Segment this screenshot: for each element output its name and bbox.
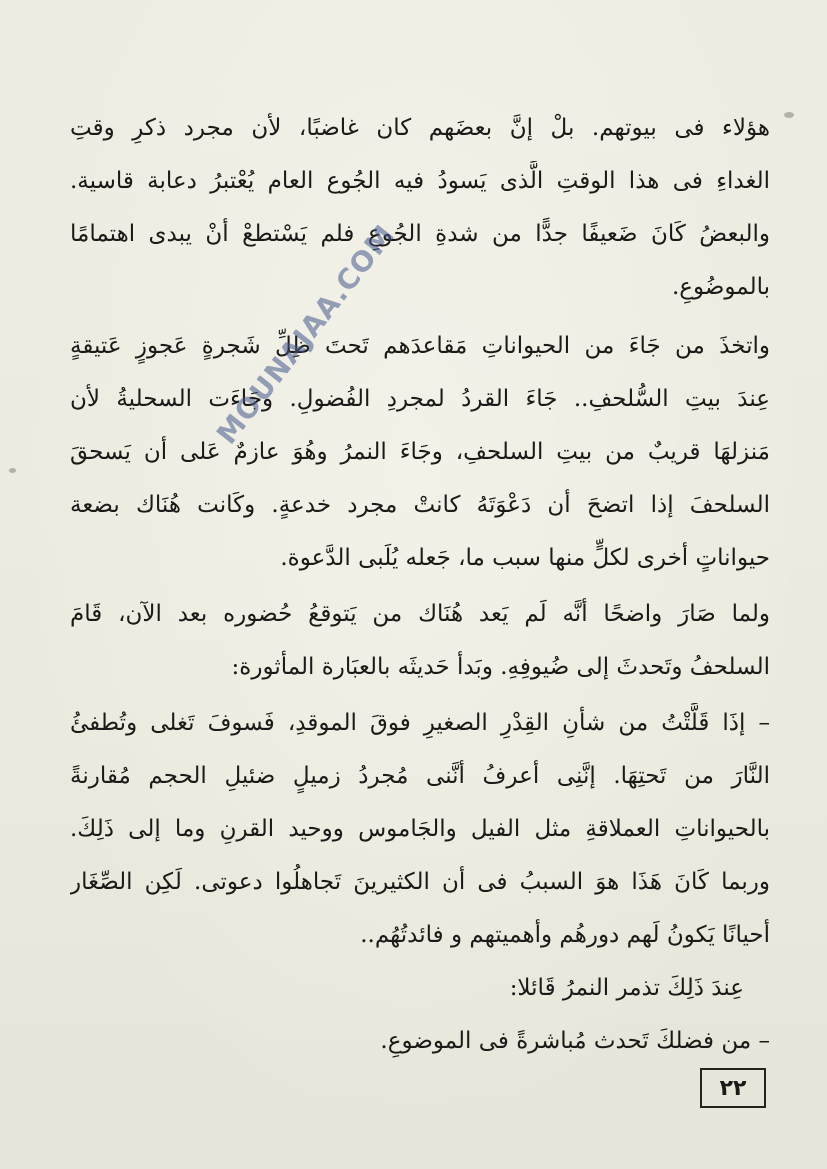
- text-line: الغداءِ فى هذا الوقتِ الَّذى يَسودُ فيه الجُوع العام يُعْتبرُ دعابة قاسية.: [70, 168, 770, 194]
- text-line: مَنزلهَا قريبٌ من بيتِ السلحفِ، وجَاءَ النمرُ وهُوَ عازمٌ عَلى أن يَسحقَ: [70, 439, 770, 465]
- text-line: عِندَ ذَلِكَ تذمر النمرُ قَائلا:: [509, 975, 744, 1001]
- text-line: واتخذَ من جَاءَ من الحيواناتِ مَقاعدَهم تَحتَ ظِلِّ شَجرةٍ عَجوزٍ عَتيقةٍ: [70, 333, 770, 359]
- text-line: أحيانًا يَكونُ لَهم دورهُم وأهميتهم و فائدتُهُم..: [360, 922, 770, 948]
- watermark: MOUNAJAA.COM: [210, 218, 402, 451]
- text-line: بالحيواناتِ العملاقةِ مثل الفيل والجَاموس ووحيد القرنِ وما إلى ذَلِكَ.: [70, 816, 770, 842]
- paper-speck: [784, 112, 794, 118]
- text-line: – من فضلكَ تَحدث مُباشرةً فى الموضوعِ.: [380, 1028, 770, 1054]
- paper-speck: [9, 468, 16, 473]
- text-line: السلحفَ إذا اتضحَ أن دَعْوَتَهُ كانتْ مجرد خدعةٍ. وكَانت هُنَاك بضعة: [70, 492, 770, 518]
- text-line: حيواناتٍ أخرى لكلٍّ منها سبب ما، جَعله يُلَبى الدَّعوة.: [280, 545, 770, 571]
- text-line: ولما صَارَ واضحًا أنَّه لَم يَعد هُنَاك من يَتوقعُ حُضوره بعد الآن، قَامَ: [70, 601, 770, 627]
- text-line: والبعضُ كَانَ ضَعيفًا جدًّا من شدةِ الجُوعِ فلم يَسْتطعْ أنْ يبدى اهتمامًا: [70, 221, 770, 247]
- text-line: – إذَا قَلَّتْتُ من شأنِ القِدْرِ الصغيرِ فوقَ الموقدِ، فَسوفَ تَغلى وتُطفئُ: [70, 710, 770, 736]
- page-number: ٢٢: [700, 1068, 766, 1108]
- text-line: بالموضُوعِ.: [671, 274, 770, 300]
- text-line: وربما كَانَ هَذَا هوَ السببُ فى أن الكثيرينَ تَجاهلُوا دعوتى. لَكِن الصِّغَار: [70, 869, 770, 895]
- text-line: النَّارَ من تَحتِهَا. إنَّنِى أعرفُ أنَّنى مُجردُ زميلٍ ضئيلِ الحجم مُقارنةً: [70, 763, 770, 789]
- text-line: السلحفُ وتَحدثَ إلى ضُيوفِهِ. وبَدأ حَديثَه بالعبَارة المأثورة:: [231, 654, 770, 680]
- text-line: عِندَ بيتِ السُّلحفِ.. جَاءَ القردُ لمجردِ الفُضولِ. وجَاءَت السحليةُ لأن: [70, 386, 770, 412]
- text-line: هؤلاء فى بيوتهم. بلْ إنَّ بعضَهم كان غاضبًا، لأن مجرد ذكرِ وقتِ: [70, 115, 770, 141]
